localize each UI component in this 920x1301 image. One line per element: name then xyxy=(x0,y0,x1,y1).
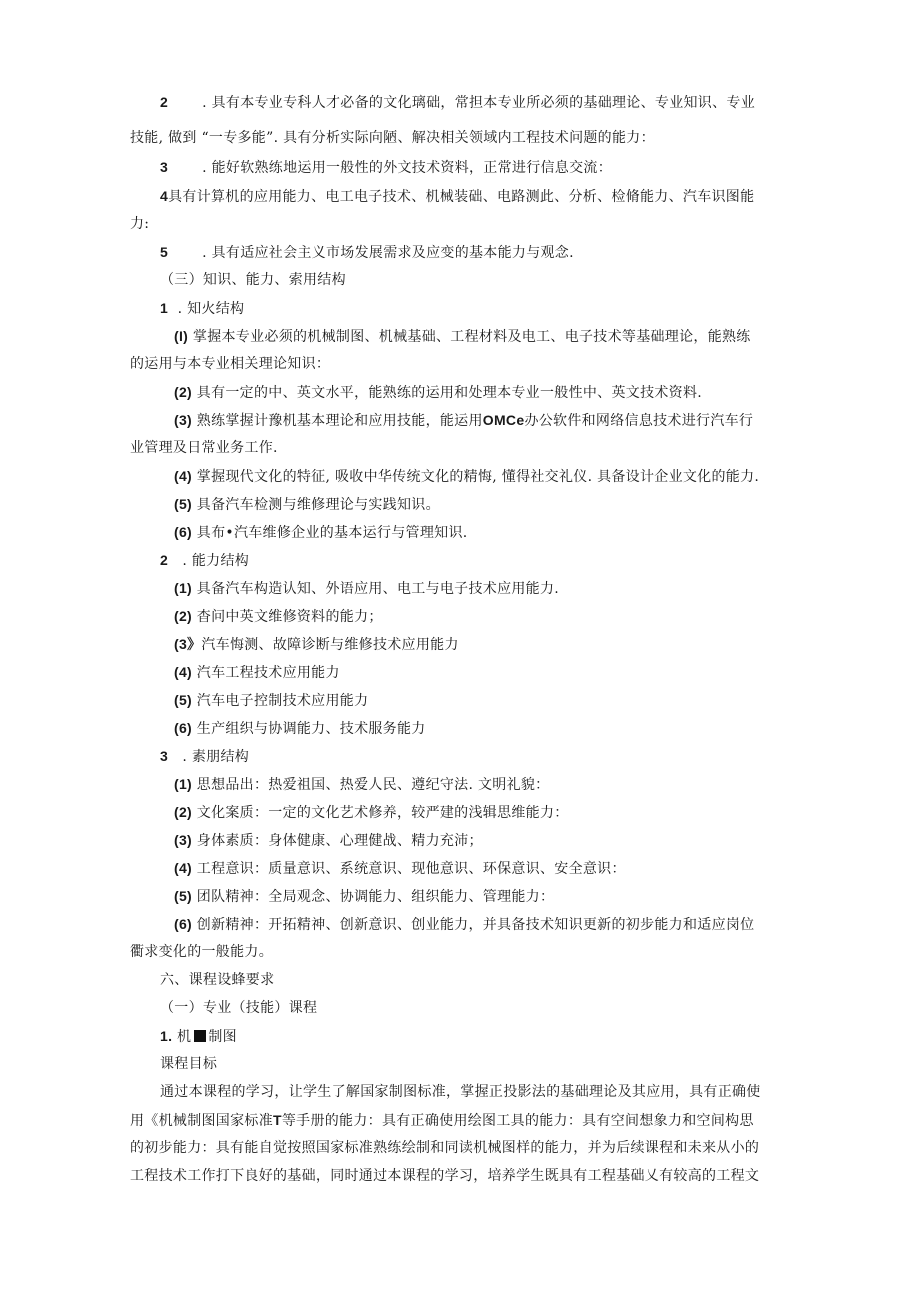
list-item xyxy=(174,914,754,935)
paragraph-item-4 xyxy=(160,186,754,207)
item-number: 3 xyxy=(160,748,169,764)
list-item xyxy=(174,522,468,543)
subheading-ability xyxy=(160,550,249,571)
item-text: 技能, 做到 “一专多能”. 具有分析实际向陋、解决相关领域内工程技术问题的能力： xyxy=(130,130,655,146)
black-square-glyph xyxy=(194,1030,206,1042)
item-text: 工程技术工作打下良好的基础，同时通过本课程的学习，培养学生既具有工程基础乂有较高的工程文 xyxy=(130,1168,760,1184)
item-number: (4) xyxy=(174,664,193,680)
paragraph-continuation xyxy=(130,128,655,148)
subheading-quality xyxy=(160,746,249,767)
chapter-heading xyxy=(160,970,274,990)
list-item xyxy=(174,718,426,739)
item-number: (5) xyxy=(174,692,193,708)
item-number: (1) xyxy=(174,580,193,596)
item-text: 创新精神：开拓精神、创新意识、创业能力，并具备技术知识更新的初步能力和适应岗位 xyxy=(196,917,755,933)
item-number: (4) xyxy=(174,468,193,484)
item-number: (6) xyxy=(174,524,193,540)
paragraph-item-3 xyxy=(160,157,612,178)
item-number: (3) xyxy=(174,412,193,428)
item-text: 具有一定的中、英文水平，能熟练的运用和处理本专业一般性中、英文技术资料. xyxy=(196,385,703,401)
course-title xyxy=(160,1026,237,1047)
item-text: 汽车电子控制技术应用能力 xyxy=(196,693,369,709)
list-item xyxy=(174,830,483,851)
list-item xyxy=(174,886,554,907)
list-item xyxy=(174,858,626,879)
item-text: . 知火结构 xyxy=(177,301,245,317)
heading-text: （一）专业（技能）课程 xyxy=(160,1000,318,1016)
item-number: 3 xyxy=(160,159,169,175)
list-item xyxy=(174,802,569,823)
item-text: 办公软件和网络信息技术进行汽车行 xyxy=(524,413,754,429)
item-text: 生产组织与协调能力、技术服务能力 xyxy=(196,721,426,737)
item-text: 工程意识：质量意识、系统意识、现他意识、环保意识、安全意识： xyxy=(196,861,626,877)
item-number: (4) xyxy=(174,860,193,876)
item-text: 团队精神：全局观念、协调能力、组织能力、管理能力： xyxy=(196,889,555,905)
item-text: 的初步能力：具有能自觉按照国家标准熟练绘制和同读机械图样的能力，并为后续课程和未来从小的 xyxy=(130,1140,760,1156)
item-text: . 能力结构 xyxy=(182,553,250,569)
item-number: (6) xyxy=(174,720,193,736)
heading-text: （三）知识、能力、索用结构 xyxy=(160,272,346,288)
item-number: (2) xyxy=(174,384,193,400)
item-text: 具备汽车构造认知、外语应用、电工与电子技术应用能力. xyxy=(196,581,560,597)
item-number: 4 xyxy=(160,188,169,204)
software-name: OMCe xyxy=(482,412,525,428)
item-number: 1. xyxy=(160,1028,173,1044)
paragraph-item-5 xyxy=(160,242,574,263)
item-text: . 具有本专业专科人才必备的文化璃础，常担本专业所必须的基础理论、专业知识、专业 xyxy=(202,95,755,111)
heading-text: 六、课程设蜂要求 xyxy=(160,972,275,988)
body-paragraph xyxy=(160,1082,761,1102)
list-item xyxy=(174,326,751,347)
list-item xyxy=(174,410,753,431)
list-item xyxy=(174,662,340,683)
paragraph-continuation xyxy=(130,438,278,458)
item-text: 汽车悔测、故障诊断与维修技术应用能力 xyxy=(201,637,459,653)
item-number: (2) xyxy=(174,608,193,624)
section-heading xyxy=(160,270,346,290)
item-text: 力: xyxy=(130,216,150,232)
item-text: 衢求变化的一般能力。 xyxy=(130,944,273,960)
item-text: 机 xyxy=(177,1029,192,1045)
list-item xyxy=(174,382,702,403)
item-number: 2 xyxy=(160,94,169,110)
item-text: 思想品出：热爱祖国、热爱人民、遵纪守法. 文明礼貌： xyxy=(196,777,550,793)
list-item xyxy=(174,494,440,515)
item-number: (6) xyxy=(174,916,193,932)
item-number: 2 xyxy=(160,552,169,568)
section-heading xyxy=(160,998,317,1018)
item-text: 文化案质：一定的文化艺术修养，较严建的浅辑思维能力： xyxy=(196,805,569,821)
item-text: . 素朋结构 xyxy=(182,749,250,765)
item-text: 身体素质：身体健康、心理健战、精力充沛； xyxy=(196,833,483,849)
list-item xyxy=(174,690,368,711)
item-text: 具备汽车检测与维修理论与实践知识。 xyxy=(196,497,440,513)
paragraph-continuation xyxy=(130,1110,754,1131)
item-text: 通过本课程的学习，让学生了解国家制图标准，掌握正投影法的基础理论及其应用，具有正确使 xyxy=(160,1084,761,1100)
item-text: 课程目标 xyxy=(160,1056,218,1072)
item-number: (5) xyxy=(174,496,193,512)
paragraph-continuation xyxy=(130,1138,759,1158)
item-text: 制图 xyxy=(208,1029,237,1045)
paragraph-continuation xyxy=(130,354,330,374)
item-number: (5) xyxy=(174,888,193,904)
item-text: 具布•汽车维修企业的基本运行与管理知识. xyxy=(196,525,468,541)
list-item xyxy=(174,466,759,487)
list-item xyxy=(174,606,383,627)
list-item xyxy=(174,634,459,655)
item-text: . 能好软熟练地运用一般性的外文技术资料，正常进行信息交流： xyxy=(202,160,612,176)
item-text: 汽车工程技术应用能力 xyxy=(196,665,340,681)
paragraph-continuation xyxy=(130,942,273,962)
item-number: (2) xyxy=(174,804,193,820)
inline-bold-mark: T xyxy=(273,1112,282,1128)
item-number: (1) xyxy=(174,776,193,792)
item-text: 业管理及日常业务工作. xyxy=(130,440,278,456)
paragraph-continuation xyxy=(130,214,149,234)
item-text: 熟练掌握计豫机基本理论和应用技能，能运用 xyxy=(196,413,483,429)
subheading-knowledge xyxy=(160,298,244,319)
item-text: 的运用与本专业相关理论知识： xyxy=(130,356,331,372)
item-text: . 具有适应社会主义市场发展需求及应变的基本能力与观念. xyxy=(202,245,574,261)
item-text: 具有计算机的应用能力、电工电子技术、机械装础、电路测此、分析、检脩能力、汽车识图能 xyxy=(168,189,755,205)
item-number: 1 xyxy=(160,300,169,316)
item-number: (3) xyxy=(174,832,193,848)
item-text: 等手册的能力：具有正确使用绘图工具的能力：具有空间想象力和空间构思 xyxy=(281,1113,754,1129)
item-number: 5 xyxy=(160,244,169,260)
course-objective-label xyxy=(160,1054,217,1074)
item-text: 掌握现代文化的特征, 吸收中华传统文化的精悔, 懂得社交礼仪. 具备设计企业文化的能力. xyxy=(196,469,760,485)
list-item xyxy=(174,578,559,599)
item-text: 掌握本专业必须的机械制图、机械基础、工程材料及电工、电子技术等基础理论，能熟练 xyxy=(192,329,751,345)
item-number: (3》 xyxy=(174,636,202,652)
item-text: 用《机械制图国家标准 xyxy=(130,1113,273,1129)
list-item xyxy=(174,774,549,795)
paragraph-item-2 xyxy=(160,92,755,113)
item-text: 杳问中英文维修资料的能力； xyxy=(196,609,383,625)
paragraph-continuation xyxy=(130,1166,759,1186)
item-number: (I) xyxy=(174,328,189,344)
